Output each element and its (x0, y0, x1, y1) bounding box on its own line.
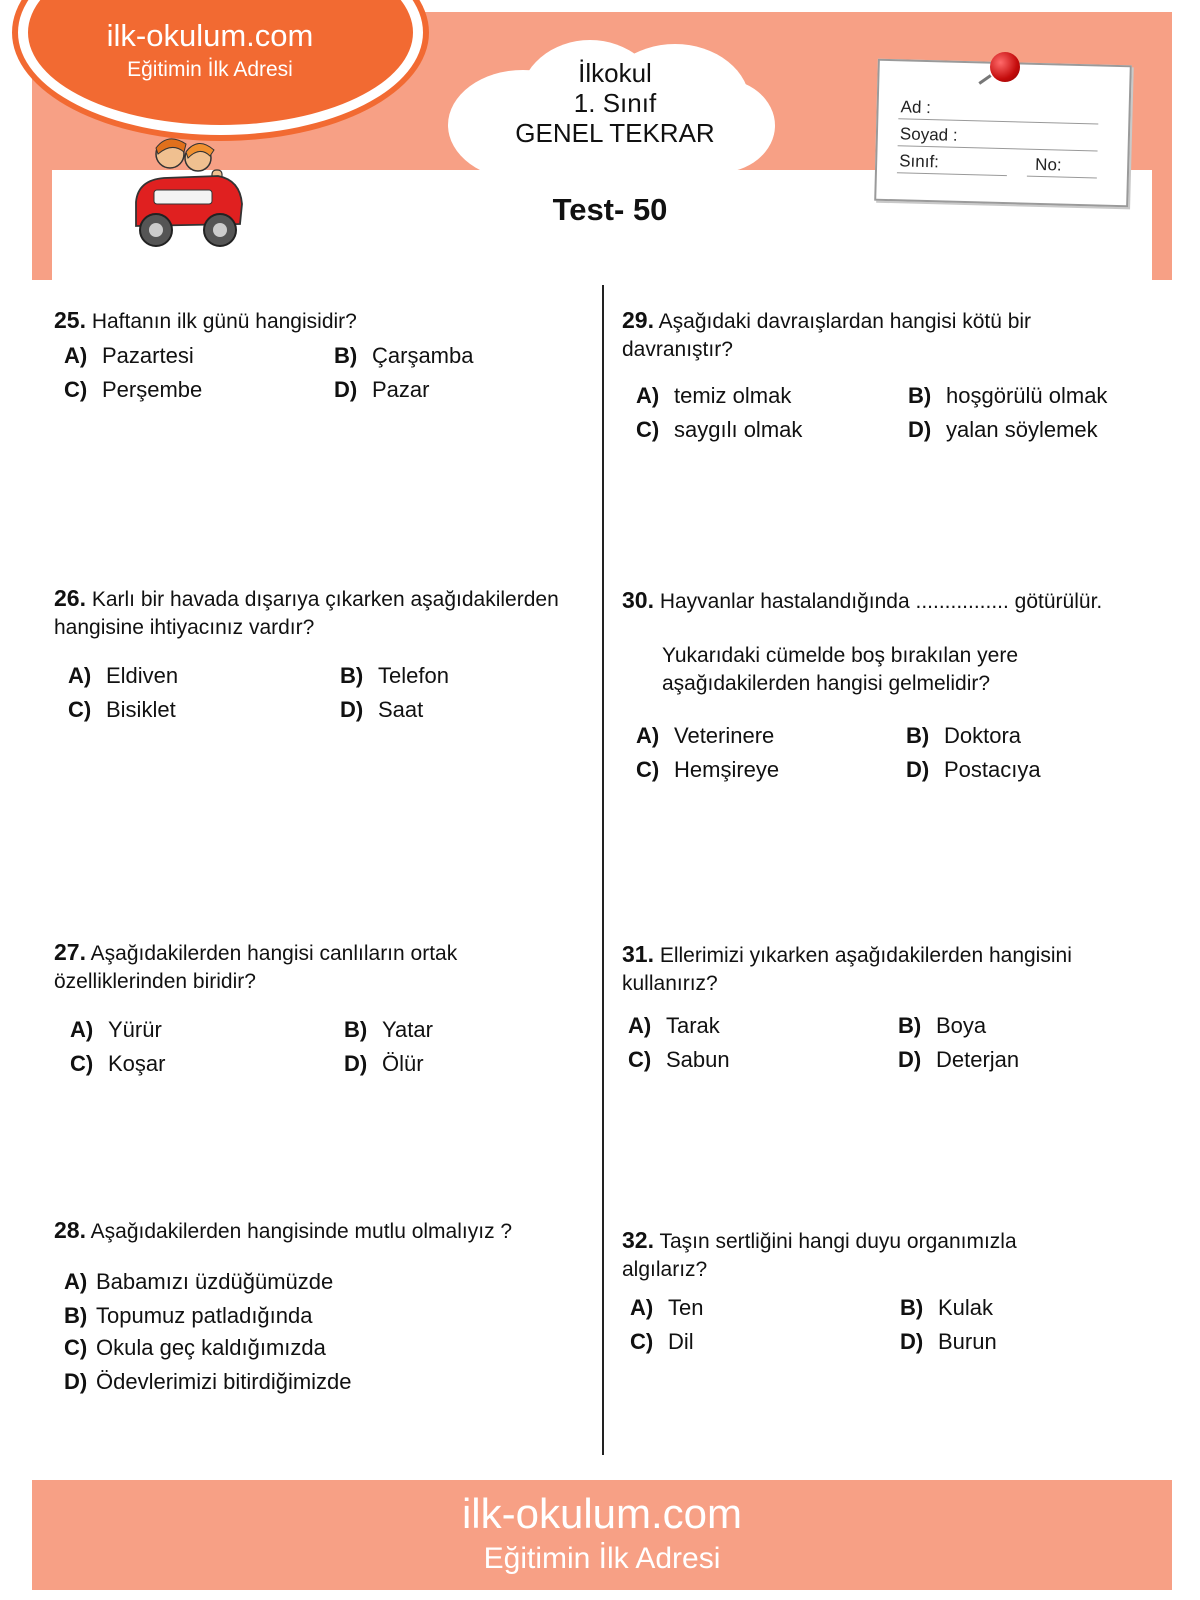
question-text: Taşın sertliğini hangi duyu organımızla algılarız? (622, 1230, 1017, 1281)
question-number: 27. (54, 939, 86, 965)
q29-option-d[interactable]: D) yalan söylemek (908, 417, 1098, 442)
q27-option-d[interactable]: D) Ölür (344, 1051, 424, 1076)
question-30-subtext: Yukarıdaki cümelde boş bırakılan yere aşağıdakilerden hangisi gelmelidir? (662, 644, 1019, 695)
q32-option-d[interactable]: D) Burun (900, 1329, 997, 1354)
question-text: Hayvanlar hastalandığında ................ götürülür. (659, 590, 1103, 613)
question-text: Ellerimizi yıkarken aşağıdakilerden hangisini kullanırız? (622, 944, 1072, 995)
q30-option-a[interactable]: A) Veterinere (636, 723, 775, 748)
q25-option-d[interactable]: D) Pazar (334, 377, 430, 402)
cloud-title (470, 58, 760, 148)
q29-option-c[interactable]: C) saygılı olmak (636, 417, 803, 442)
logo-slogan: Eğitimin İlk Adresi (127, 58, 293, 81)
number-field-label: No: (1034, 154, 1062, 175)
q26-option-d[interactable]: D) Saat (340, 697, 424, 722)
q31-option-c[interactable]: C) Sabun (628, 1047, 730, 1072)
question-32 (622, 1226, 1092, 1284)
logo-site-name[interactable]: ilk-okulum.com (106, 18, 314, 53)
class-field-label: Sınıf: (898, 151, 940, 172)
question-number: 26. (54, 585, 86, 611)
question-text: Haftanın ilk günü hangisidir? (91, 310, 357, 333)
test-title: Test- 50 (552, 192, 668, 227)
mascot-car-icon (128, 132, 248, 257)
q31-option-b[interactable]: B) Boya (898, 1013, 987, 1038)
question-29 (622, 306, 1092, 364)
question-27 (54, 938, 524, 996)
surname-field-label: Soyad : (899, 124, 958, 145)
question-number: 29. (622, 307, 654, 333)
q27-option-b[interactable]: B) Yatar (344, 1017, 433, 1042)
question-30 (622, 586, 1182, 616)
q26-option-c[interactable]: C) Bisiklet (68, 697, 176, 722)
question-number: 30. (622, 587, 654, 613)
topic-label: GENEL TEKRAR (515, 118, 715, 148)
q29-option-b[interactable]: B) hoşgörülü olmak (908, 383, 1108, 408)
question-25 (54, 306, 574, 336)
question-text: Aşağıdaki davraışlardan hangisi kötü bir davranıştır? (622, 310, 1032, 361)
q30-option-d[interactable]: D) Postacıya (906, 757, 1041, 782)
question-number: 28. (54, 1217, 86, 1243)
name-field-label: Ad : (900, 97, 932, 118)
q26-option-a[interactable]: A) Eldiven (68, 663, 179, 688)
q32-option-b[interactable]: B) Kulak (900, 1295, 994, 1320)
q30-option-c[interactable]: C) Hemşireye (636, 757, 780, 782)
q25-option-b[interactable]: B) Çarşamba (334, 343, 474, 368)
question-text: Aşağıdakilerden hangisi canlıların ortak özelliklerinden biridir? (54, 942, 458, 993)
q32-option-a[interactable]: A) Ten (630, 1295, 704, 1320)
grade-label: 1. Sınıf (573, 88, 657, 118)
q26-option-b[interactable]: B) Telefon (340, 663, 449, 688)
question-number: 31. (622, 941, 654, 967)
footer-site-name[interactable]: ilk-okulum.com (461, 1490, 743, 1537)
question-number: 32. (622, 1227, 654, 1253)
q28-option-d[interactable]: D) Ödevlerimizi bitirdiğimizde (64, 1369, 352, 1394)
question-28 (54, 1216, 594, 1246)
q28-option-a[interactable]: A) Babamızı üzdüğümüzde (64, 1269, 334, 1294)
q27-option-c[interactable]: C) Koşar (70, 1051, 166, 1076)
question-26 (54, 584, 564, 642)
q31-option-d[interactable]: D) Deterjan (898, 1047, 1020, 1072)
q28-option-c[interactable]: C) Okula geç kaldığımızda (64, 1335, 326, 1360)
footer-slogan: Eğitimin İlk Adresi (483, 1542, 721, 1575)
q25-option-a[interactable]: A) Pazartesi (64, 343, 194, 368)
q30-option-b[interactable]: B) Doktora (906, 723, 1022, 748)
question-text: Karlı bir havada dışarıya çıkarken aşağıdakilerden hangisine ihtiyacınız vardır? (54, 588, 559, 639)
q29-option-a[interactable]: A) temiz olmak (636, 383, 792, 408)
level-label: İlkokul (578, 58, 652, 88)
q27-option-a[interactable]: A) Yürür (70, 1017, 162, 1042)
q31-option-a[interactable]: A) Tarak (628, 1013, 720, 1038)
q32-option-c[interactable]: C) Dil (630, 1329, 694, 1354)
q25-option-c[interactable]: C) Perşembe (64, 377, 203, 402)
q28-option-b[interactable]: B) Topumuz patladığında (64, 1303, 313, 1328)
question-31 (622, 940, 1102, 998)
pushpin-icon (990, 52, 1020, 82)
question-number: 25. (54, 307, 86, 333)
column-divider (602, 285, 604, 1455)
question-text: Aşağıdakilerden hangisinde mutlu olmalıyız ? (90, 1220, 513, 1243)
